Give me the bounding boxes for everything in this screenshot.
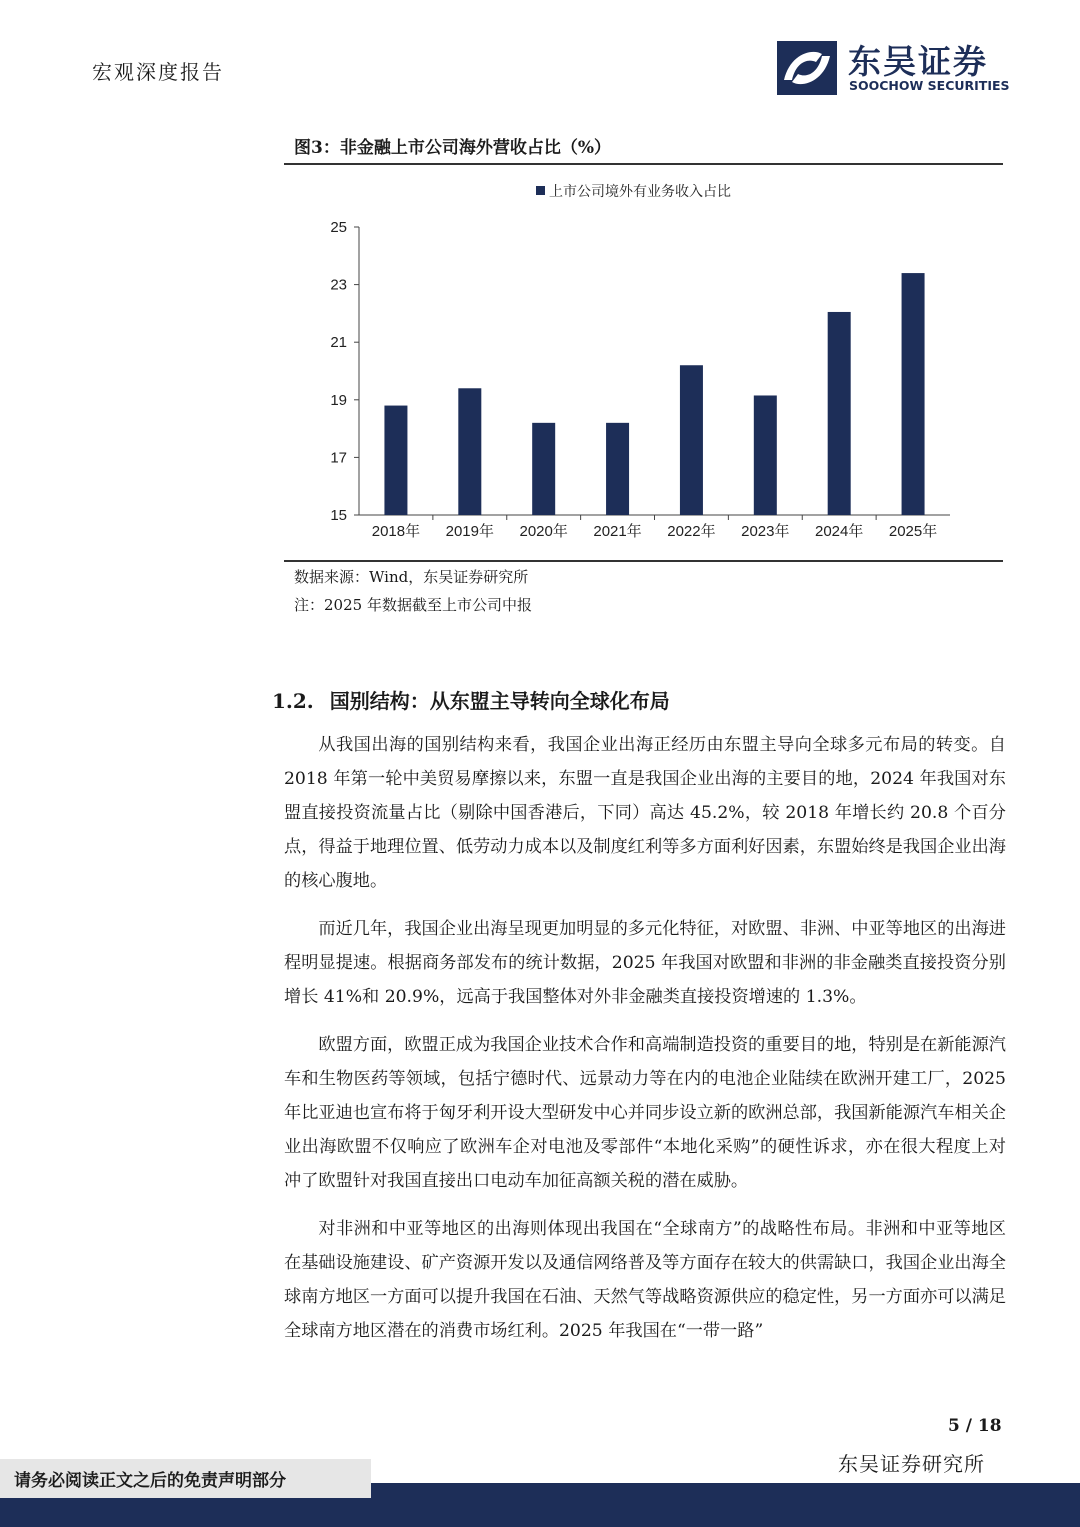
body-text [284,728,1006,1362]
bar [828,312,851,515]
bar [680,365,703,515]
legend-label: 上市公司境外有业务收入占比 [549,184,731,200]
bar-chart [290,170,990,560]
x-tick-label: 2018年 [371,523,421,540]
disclaimer-text: 请务必阅读正文之后的免责声明部分 [14,1471,286,1491]
figure-bottom-rule [284,560,1003,562]
bar [384,406,407,515]
x-tick-label: 2024年 [815,523,864,540]
company-logo [776,40,1010,96]
x-tick-label: 2022年 [667,523,716,540]
report-type-label: 宏观深度报告 [92,60,224,84]
y-tick-label: 25 [330,219,347,236]
bar [532,423,555,515]
figure-note: 注：2025 年数据截至上市公司中报 [294,596,532,614]
paragraph: 对非洲和中亚等地区的出海则体现出我国在“全球南方”的战略性布局。非洲和中亚等地区在基础设施建设、矿产资源开发以及通信网络普及等方面存在较大的供需缺口，我国企业出海全球南方地区一方面可以提升我国在石油、天然气等战略资源供应的稳定性，另一方面亦可以满足全球南方地区潜在的消费市场红利。2025 年我国在“一带一路” [284,1219,1006,1341]
chart-svg [290,170,990,560]
bar [754,395,777,515]
legend-swatch [536,186,545,195]
disclaimer-box [0,1459,371,1498]
x-tick-label: 2021年 [593,523,642,540]
y-tick-label: 15 [330,507,347,524]
soochow-logo-icon [776,40,838,96]
y-tick-label: 19 [330,391,347,409]
section-number: 1.2. [272,689,314,713]
x-tick-label: 2019年 [445,523,494,540]
y-tick-label: 23 [330,276,347,294]
paragraph: 而近几年，我国企业出海呈现更加明显的多元化特征，对欧盟、非洲、中亚等地区的出海进程明显提速。根据商务部发布的统计数据，2025 年我国对欧盟和非洲的非金融类直接投资分别增长 41%和 20.9%，远高于我国整体对外非金融类直接投资增速的 1.3%。 [284,919,1006,1007]
page-number: 5 / 18 [948,1416,1002,1436]
x-tick-label: 2025年 [888,523,938,540]
x-tick-label: 2023年 [741,523,790,540]
y-tick-label: 21 [330,334,347,352]
x-tick-label: 2020年 [519,523,568,540]
figure-title: 图3：非金融上市公司海外营收占比（%） [294,138,611,158]
section-title-text: 国别结构：从东盟主导转向全球化布局 [329,689,670,713]
figure-top-rule [284,163,1003,165]
paragraph: 欧盟方面，欧盟正成为我国企业技术合作和高端制造投资的重要目的地，特别是在新能源汽车和生物医药等领域，包括宁德时代、远景动力等在内的电池企业陆续在欧洲开建工厂，2025 年比亚迪也宣布将于匈牙利开设大型研发中心并同步设立新的欧洲总部，我国新能源汽车相关企业出海欧盟不仅响应了欧洲车企对电池及零部件“本地化采购”的硬性诉求，亦在很大程度上对冲了欧盟针对我国直接出口电动车加征高额关税的潜在威胁。 [284,1035,1006,1191]
section-heading [272,685,670,714]
footer-org-name: 东吴证券研究所 [838,1452,985,1476]
paragraph: 从我国出海的国别结构来看，我国企业出海正经历由东盟主导向全球多元布局的转变。自 2018 年第一轮中美贸易摩擦以来，东盟一直是我国企业出海的主要目的地，2024 年我国对东盟直接投资流量占比（剔除中国香港后，下同）高达 45.2%，较 2018 年增长约 20.8 个百分点，得益于地理位置、低劳动力成本以及制度红利等多方面利好因素，东盟始终是我国企业出海的核心腹地。 [284,735,1006,891]
bar [902,273,925,515]
bar [606,423,629,515]
logo-english-text: SOOCHOW SECURITIES [849,78,1010,93]
logo-chinese-text: 东吴证券 [848,42,988,81]
figure-source: 数据来源：Wind，东吴证券研究所 [294,568,529,586]
y-tick-label: 17 [330,449,347,467]
bar [458,388,481,515]
